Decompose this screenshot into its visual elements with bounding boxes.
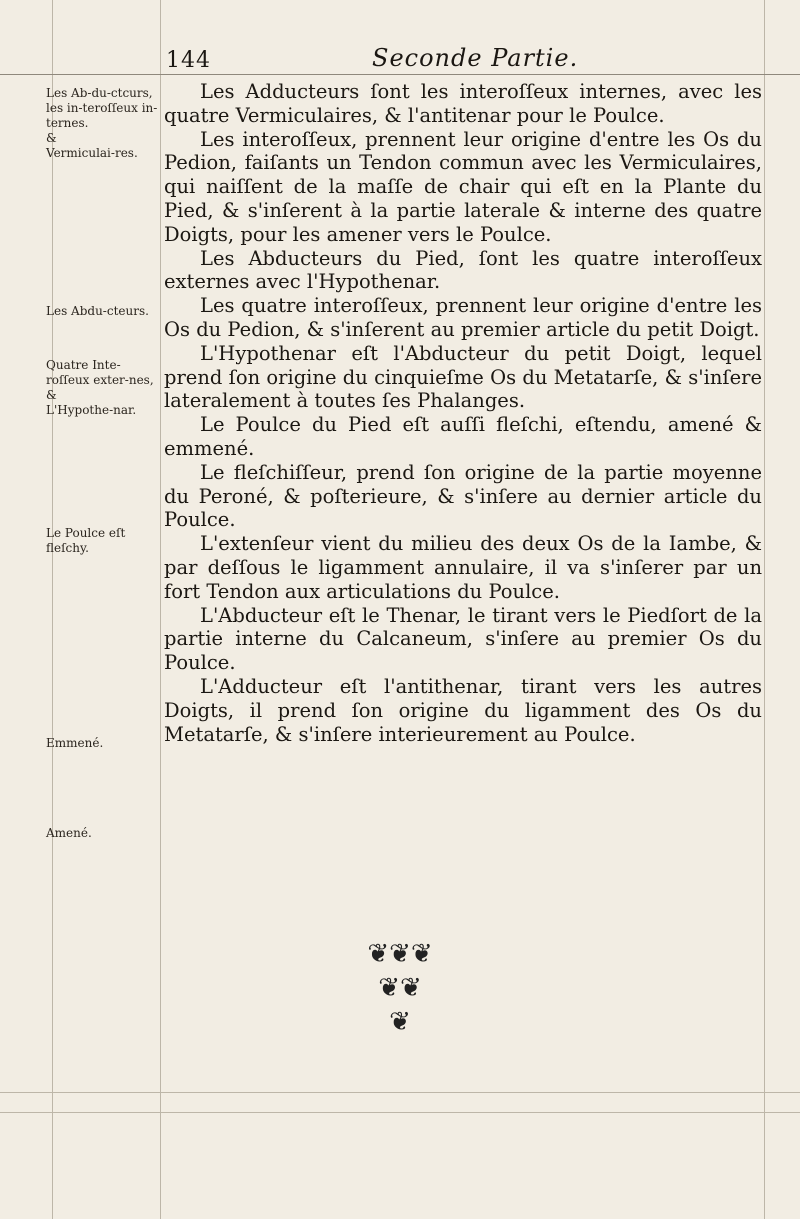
margin-note-abducteurs-interosseux: Les Ab-du-ctcurs, les in-teroſſeux in-ternes. & Vermiculai-res. xyxy=(46,86,158,160)
running-title: Seconde Partie. xyxy=(372,44,579,72)
paragraph: Les quatre interoſſeux, prennent leur origine d'entre les Os du Pedion, & s'inſerent au premier article du petit Doigt. xyxy=(164,294,762,341)
margin-note-emmene: Emmené. xyxy=(46,736,104,750)
footer-rule-1 xyxy=(0,1092,800,1093)
paragraph: L'Adducteur eſt l'antithenar, tirant vers les autres Doigts, il prend ſon origine du ligamment des Os du Metatarſe, & s'inſere interieurement au Poulce. xyxy=(164,674,762,746)
margin-note-quatre-interosseux: Quatre Inte-roſſeux exter-nes, & L'Hypothe-nar. xyxy=(46,358,154,417)
main-text xyxy=(164,80,762,746)
margin-rule-text xyxy=(160,0,161,1219)
paragraph: Le Poulce du Pied eſt auſſi fleſchi, eſtendu, amené & emmené. xyxy=(164,413,762,460)
paragraph: L'Abducteur eſt le Thenar, le tirant vers le Piedſort de la partie interne du Calcaneum, s'inſere au premier Os du Poulce. xyxy=(164,603,762,675)
tailpiece-ornament-row-2: ❦❦ xyxy=(378,973,422,1003)
paragraph: Le fleſchiſſeur, prend ſon origine de la partie moyenne du Peroné, & poſterieure, & s'inſere au dernier article du Poulce. xyxy=(164,460,762,532)
paragraph: Les Adducteurs ſont les interoſſeux internes, avec les quatre Vermiculaires, & l'antitenar pour le Poulce. xyxy=(164,80,762,127)
page-number: 144 xyxy=(166,48,211,73)
header-rule xyxy=(0,74,800,75)
footer-rule-2 xyxy=(0,1112,800,1113)
tailpiece-ornament-row-3: ❦ xyxy=(389,1007,411,1037)
paragraph: Les Abducteurs du Pied, ſont les quatre interoſſeux externes avec l'Hypothenar. xyxy=(164,246,762,294)
tailpiece-ornament-row-1: ❦❦❦ xyxy=(367,939,433,969)
margin-note-abducteurs: Les Abdu-cteurs. xyxy=(46,304,149,318)
paragraph: L'extenſeur vient du milieu des deux Os de la Iambe, & par deſſous le ligamment annulaire, il va s'inſerer par un fort Tendon aux articulations du Poulce. xyxy=(164,532,762,603)
margin-note-poulce-flechi: Le Poulce eſt fleſchy. xyxy=(46,526,126,555)
margin-rule-left xyxy=(52,0,53,1219)
page-header xyxy=(0,42,800,72)
paragraph: L'Hypothenar eſt l'Abducteur du petit Doigt, lequel prend ſon origine du cinquieſme Os du Metatarſe, & s'inſere lateralement à toutes ſes Phalanges. xyxy=(164,341,762,413)
margin-rule-right xyxy=(764,0,765,1219)
margin-note-amene: Amené. xyxy=(46,826,92,840)
paragraph: Les interoſſeux, prennent leur origine d'entre les Os du Pedion, faiſants un Tendon commun avec les Vermiculaires, qui naiſſent de la maſſe de chair qui eſt en la Plante du Pied, & s'inſerent à la partie laterale & interne des quatre Doigts, pour les amener vers le Poulce. xyxy=(164,127,762,246)
